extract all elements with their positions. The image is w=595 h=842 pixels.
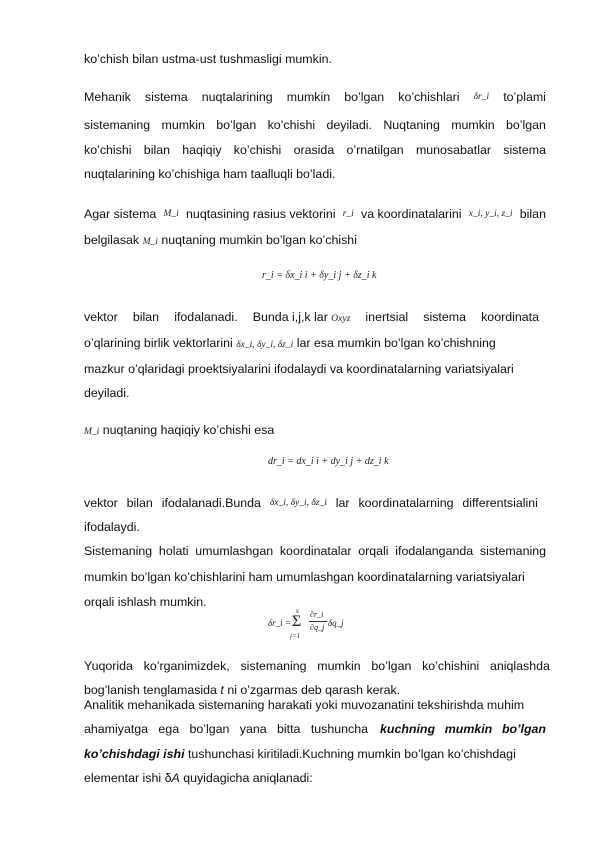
text-line: ko’chish bilan ustma-ust tushmasligi mumkin. [84,52,332,66]
text-line: Mehanik sistema nuqtalarining mumkin bo’lgan ko’chishlari δr_i to’plami [84,90,546,104]
formula-virtual-displacement: r_i = δx_i i + δy_i j + δz_i k [262,270,377,281]
text-line: belgilasak M_i nuqtaning mumkin bo’lgan ko’chishi [84,233,357,247]
text-line: mazkur o’qlaridagi proektsiyalarini ifodalaydi va koordinatalarning variatsiyalari [84,362,514,376]
formula-generalized: δr_i = s Σ j=1 ∂r_i ∂q_j δq_j [268,607,344,640]
text-line: bog’lanish tenglamasida t ni o’zgarmas deb qarash kerak. [84,683,401,697]
text-line: orqali ishlash mumkin. [84,595,207,609]
text-line: ifodalaydi. [84,520,140,534]
text-line: elementar ishi δA quyidagicha aniqlanadi: [84,771,313,785]
text-line: mumkin bo’lgan ko’chishlarini ham umumlashgan koordinatalarning variatsiyalari [84,570,525,584]
text-line: ko’chishdagi ishi tushunchasi kiritiladi.Kuchning mumkin bo’lgan ko’chishdagi [84,747,516,761]
text-line: Sistemaning holati umumlashgan koordinatalar orqali ifodalanganda sistemaning [84,544,546,558]
text-line: Yuqorida ko’rganimizdek, sistemaning mumkin bo’lgan ko’chishini aniqlashda [84,659,550,673]
formula-actual-displacement: dr_i = dx_i i + dy_i j + dz_i k [268,456,389,467]
text-line: sistemaning mumkin bo’lgan ko’chishi deyiladi. Nuqtaning mumkin bo’lgan [84,118,546,132]
text-line: ko’chishi bilan haqiqiy ko’chishi orasida o’rnatilgan munosabatlar sistema [84,143,546,157]
text-line: o’qlarining birlik vektorlarini δx_i, δy_i, δz_i lar esa mumkin bo’lgan ko’chishning [84,336,496,350]
text-line: ahamiyatga ega bo’lgan yana bitta tushuncha kuchning mumkin bo’lgan [84,722,546,736]
text-line: deyiladi. [84,386,130,400]
text-line: nuqtalarining ko’chishiga ham taalluqli bo’ladi. [84,167,336,181]
text-line: vektor bilan ifodalanadi.Bunda δx_i, δy_i, δz_i lar koordinatalarning differentsialini [84,496,538,510]
text-line: M_i nuqtaning haqiqiy ko’chishi esa [84,423,275,437]
text-line: Agar sistema M_i nuqtasining rasius vektorini r_i va koordinatalarini x_i, y_i, z_i bilan [84,207,546,221]
text-line: vektor bilan ifodalanadi. Bunda i,j,k lar Oxyz inertsial sistema koordinata [84,310,539,324]
text-line: Analitik mehanikada sistemaning harakati yoki muvozanatini tekshirishda muhim [84,698,525,712]
